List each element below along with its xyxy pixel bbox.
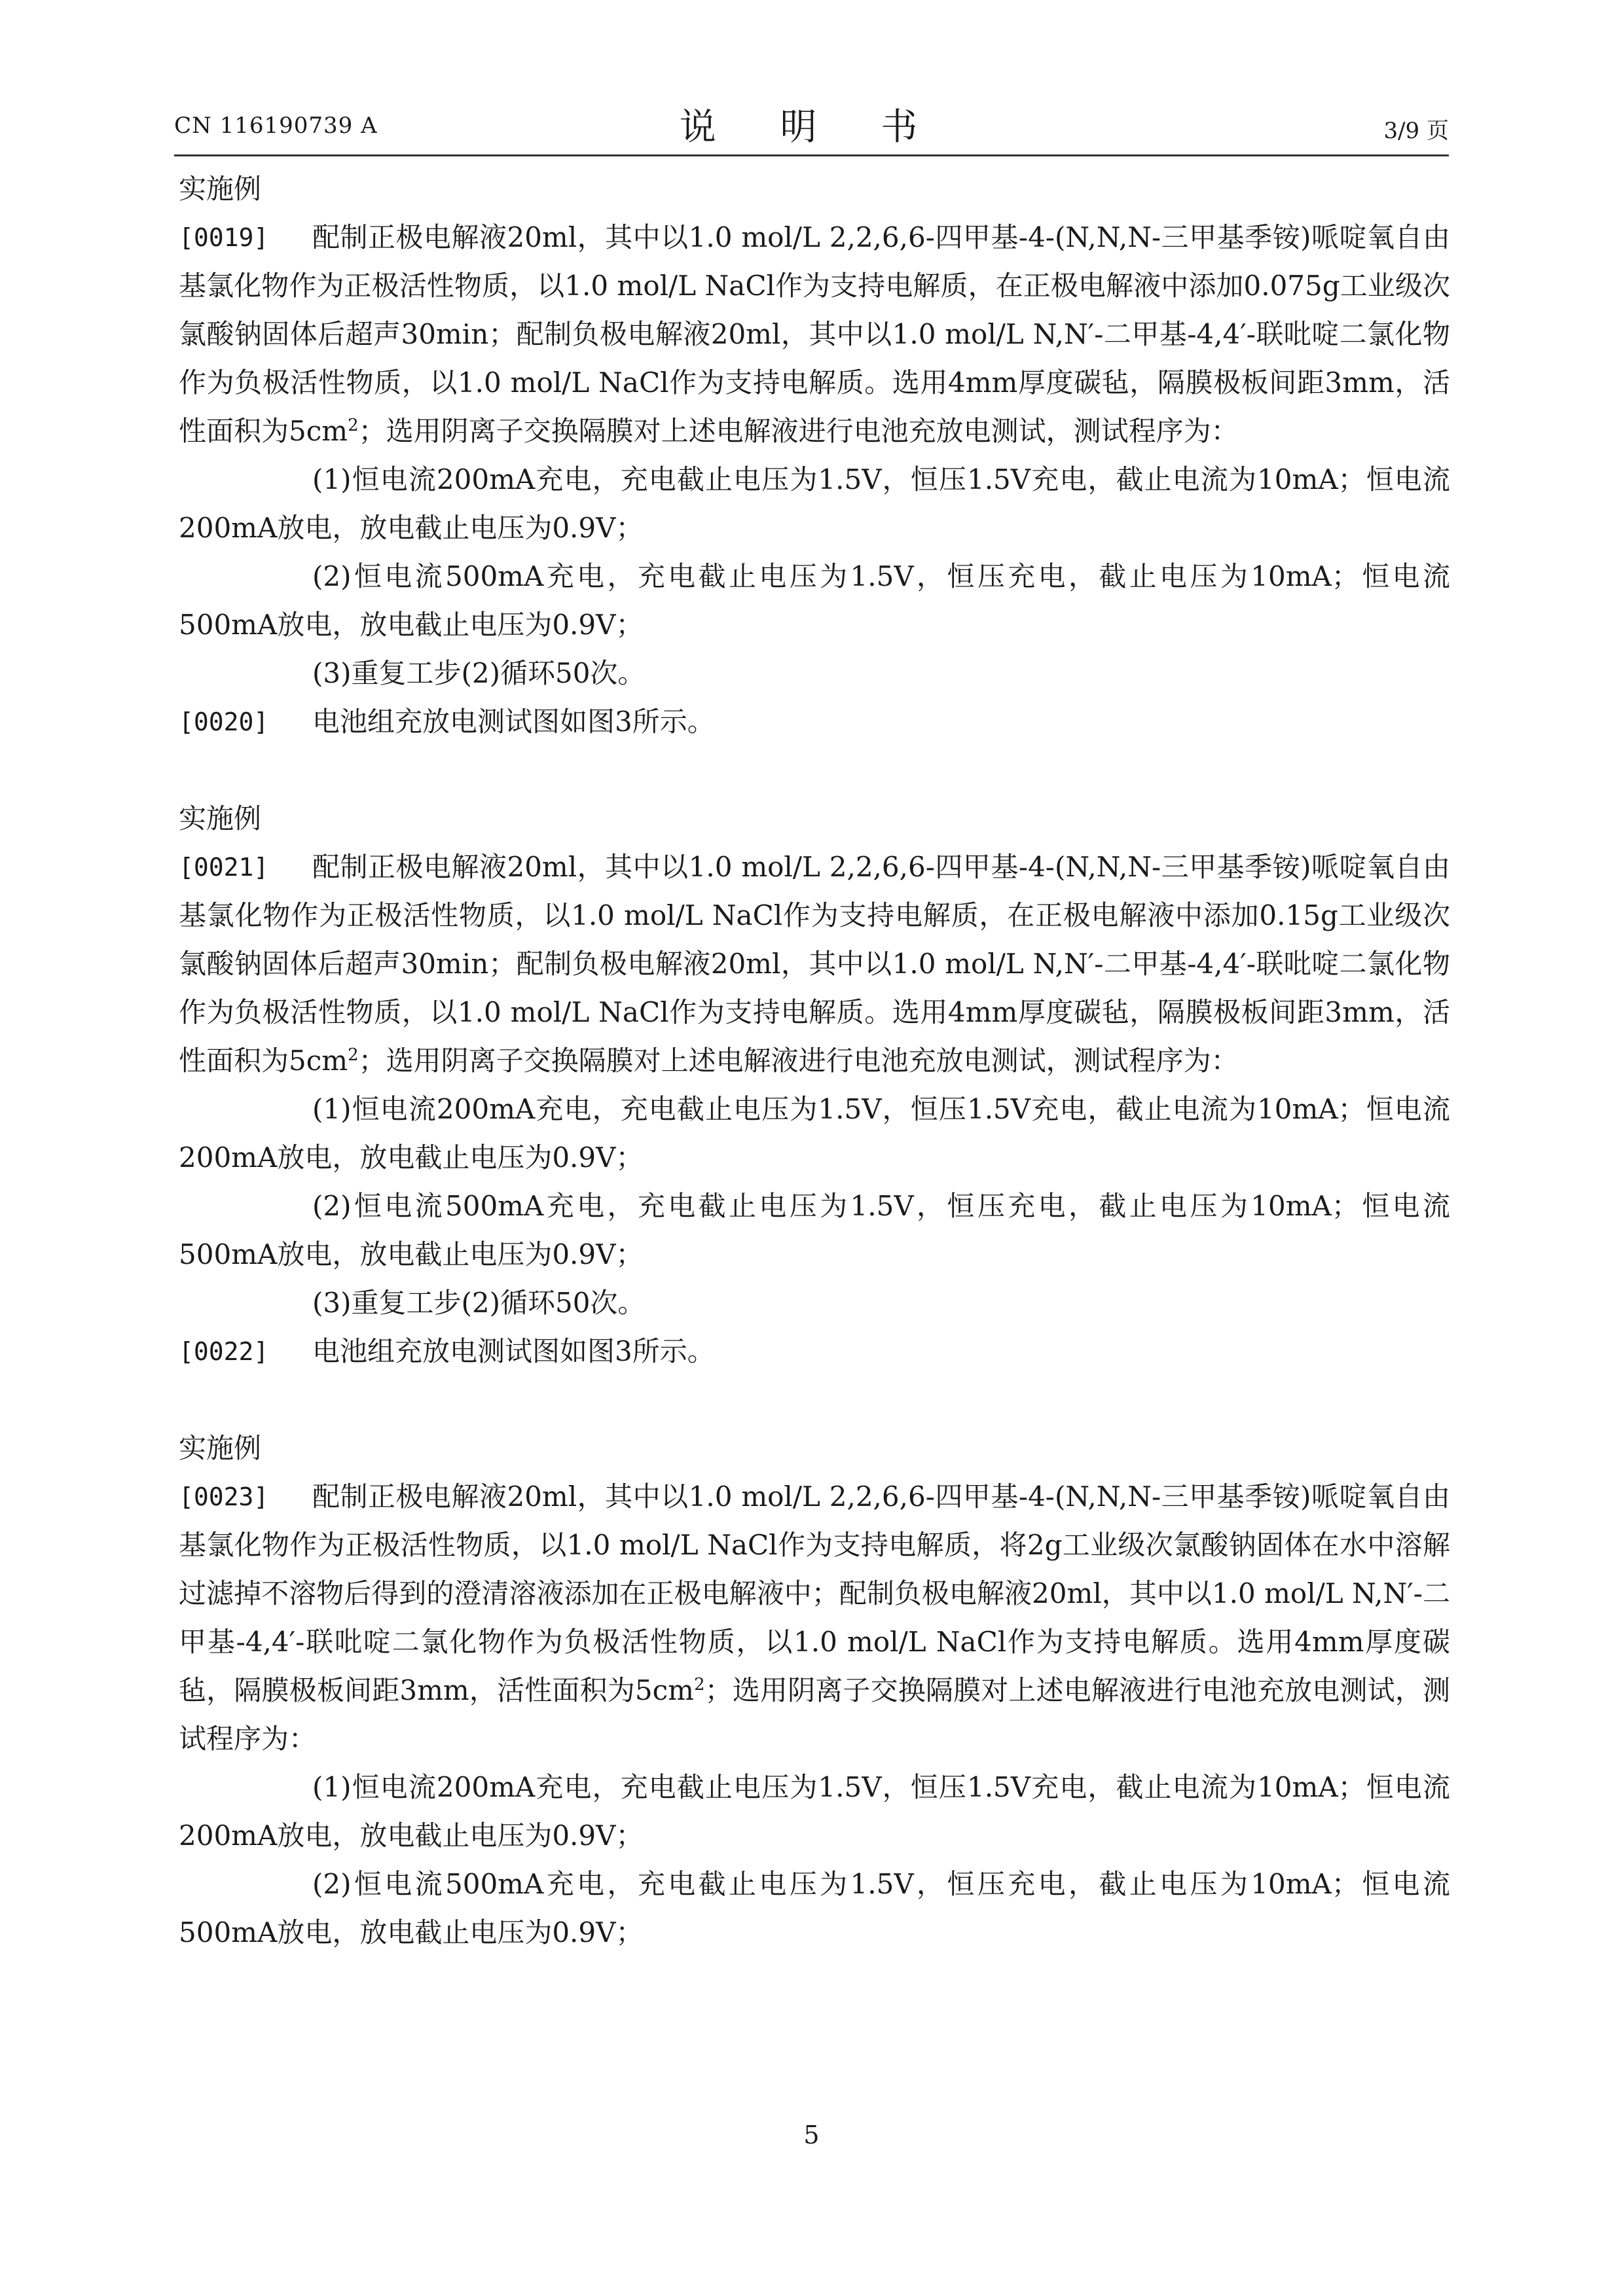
section-gap bbox=[179, 1376, 1450, 1424]
page-number: 5 bbox=[803, 2121, 820, 2149]
paragraph bbox=[179, 1327, 1450, 1376]
page-indicator: 3/9 页 bbox=[1383, 118, 1449, 144]
paragraph-text: 配制正极电解液20ml，其中以1.0 mol/L 2,2,6,6-四甲基-4-(N,N,N-三甲基季铵)哌啶氧自由基氯化物作为正极活性物质，以1.0 mol/L NaCl作为支持电解质，在正极电解液中添加0.075g工业级次氯酸钠固体后超声30min；配制负极电解液20ml，其中以1.0 mol/L N,N′-二甲基-4,4′-联吡啶二氯化物作为负极活性物质，以1.0 mol/L NaCl作为支持电解质。选用4mm厚度碳毡，隔膜极板间距3mm，活性面积为5cm bbox=[179, 221, 1450, 447]
test-step: (2)恒电流500mA充电，充电截止电压为1.5V，恒压充电，截止电压为10mA；恒电流500mA放电，放电截止电压为0.9V； bbox=[179, 1190, 1450, 1270]
header-rule bbox=[174, 154, 1449, 156]
paragraph bbox=[179, 1473, 1450, 1763]
paragraph-number: [0021] bbox=[179, 853, 269, 882]
example-section bbox=[179, 795, 1450, 1376]
paragraph-text: 电池组充放电测试图如图3所示。 bbox=[312, 706, 715, 738]
paragraph-number: [0019] bbox=[179, 223, 269, 252]
section-heading: 实施例 bbox=[179, 1432, 262, 1464]
paragraph-text: 电池组充放电测试图如图3所示。 bbox=[312, 1335, 715, 1367]
paragraph-number: [0020] bbox=[179, 708, 269, 736]
superscript: 2 bbox=[694, 1675, 705, 1695]
test-step: (2)恒电流500mA充电，充电截止电压为1.5V，恒压充电，截止电压为10mA；恒电流500mA放电，放电截止电压为0.9V； bbox=[179, 560, 1450, 641]
example-section bbox=[179, 165, 1450, 746]
paragraph-text-cont: ；选用阴离子交换隔膜对上述电解液进行电池充放电测试，测试程序为： bbox=[358, 415, 1239, 447]
superscript: 2 bbox=[348, 416, 359, 435]
test-step: (3)重复工步(2)循环50次。 bbox=[312, 657, 646, 689]
document-title: 说 明 书 bbox=[679, 106, 944, 149]
paragraph-number: [0022] bbox=[179, 1337, 269, 1366]
test-step: (1)恒电流200mA充电，充电截止电压为1.5V，恒压1.5V充电，截止电流为10mA；恒电流200mA放电，放电截止电压为0.9V； bbox=[179, 1093, 1450, 1174]
page-header bbox=[174, 98, 1449, 151]
paragraph-text: 配制正极电解液20ml，其中以1.0 mol/L 2,2,6,6-四甲基-4-(N,N,N-三甲基季铵)哌啶氧自由基氯化物作为正极活性物质，以1.0 mol/L NaCl作为支持电解质，将2g工业级次氯酸钠固体在水中溶解过滤掉不溶物后得到的澄清溶液添加在正极电解液中；配制负极电解液20ml，其中以1.0 mol/L N,N′-二甲基-4,4′-联吡啶二氯化物作为负极活性物质，以1.0 mol/L NaCl作为支持电解质。选用4mm厚度碳毡，隔膜极板间距3mm，活性面积为5cm bbox=[179, 1480, 1450, 1706]
example-section bbox=[179, 1424, 1450, 1957]
paragraph-number: [0023] bbox=[179, 1482, 269, 1511]
publication-number: CN 116190739 A bbox=[174, 113, 378, 139]
section-heading: 实施例 bbox=[179, 173, 262, 205]
document-body bbox=[179, 165, 1450, 1957]
section-gap bbox=[179, 746, 1450, 795]
test-step: (1)恒电流200mA充电，充电截止电压为1.5V，恒压1.5V充电，截止电流为10mA；恒电流200mA放电，放电截止电压为0.9V； bbox=[179, 1771, 1450, 1852]
superscript: 2 bbox=[348, 1045, 359, 1065]
paragraph bbox=[179, 843, 1450, 1085]
paragraph-text-cont: ；选用阴离子交换隔膜对上述电解液进行电池充放电测试，测试程序为： bbox=[358, 1045, 1239, 1077]
paragraph-text: 配制正极电解液20ml，其中以1.0 mol/L 2,2,6,6-四甲基-4-(N,N,N-三甲基季铵)哌啶氧自由基氯化物作为正极活性物质，以1.0 mol/L NaCl作为支持电解质，在正极电解液中添加0.15g工业级次氯酸钠固体后超声30min；配制负极电解液20ml，其中以1.0 mol/L N,N′-二甲基-4,4′-联吡啶二氯化物作为负极活性物质，以1.0 mol/L NaCl作为支持电解质。选用4mm厚度碳毡，隔膜极板间距3mm，活性面积为5cm bbox=[179, 851, 1450, 1077]
section-heading: 实施例 bbox=[179, 802, 262, 834]
test-step: (3)重复工步(2)循环50次。 bbox=[312, 1287, 646, 1319]
test-step: (1)恒电流200mA充电，充电截止电压为1.5V，恒压1.5V充电，截止电流为10mA；恒电流200mA放电，放电截止电压为0.9V； bbox=[179, 463, 1450, 544]
paragraph-text-cont: ；选用阴离子交换隔膜对上述电解液进行电池充放电测试，测试程序为： bbox=[179, 1674, 1450, 1755]
test-step: (2)恒电流500mA充电，充电截止电压为1.5V，恒压充电，截止电压为10mA；恒电流500mA放电，放电截止电压为0.9V； bbox=[179, 1868, 1450, 1948]
paragraph bbox=[179, 213, 1450, 456]
paragraph bbox=[179, 698, 1450, 746]
